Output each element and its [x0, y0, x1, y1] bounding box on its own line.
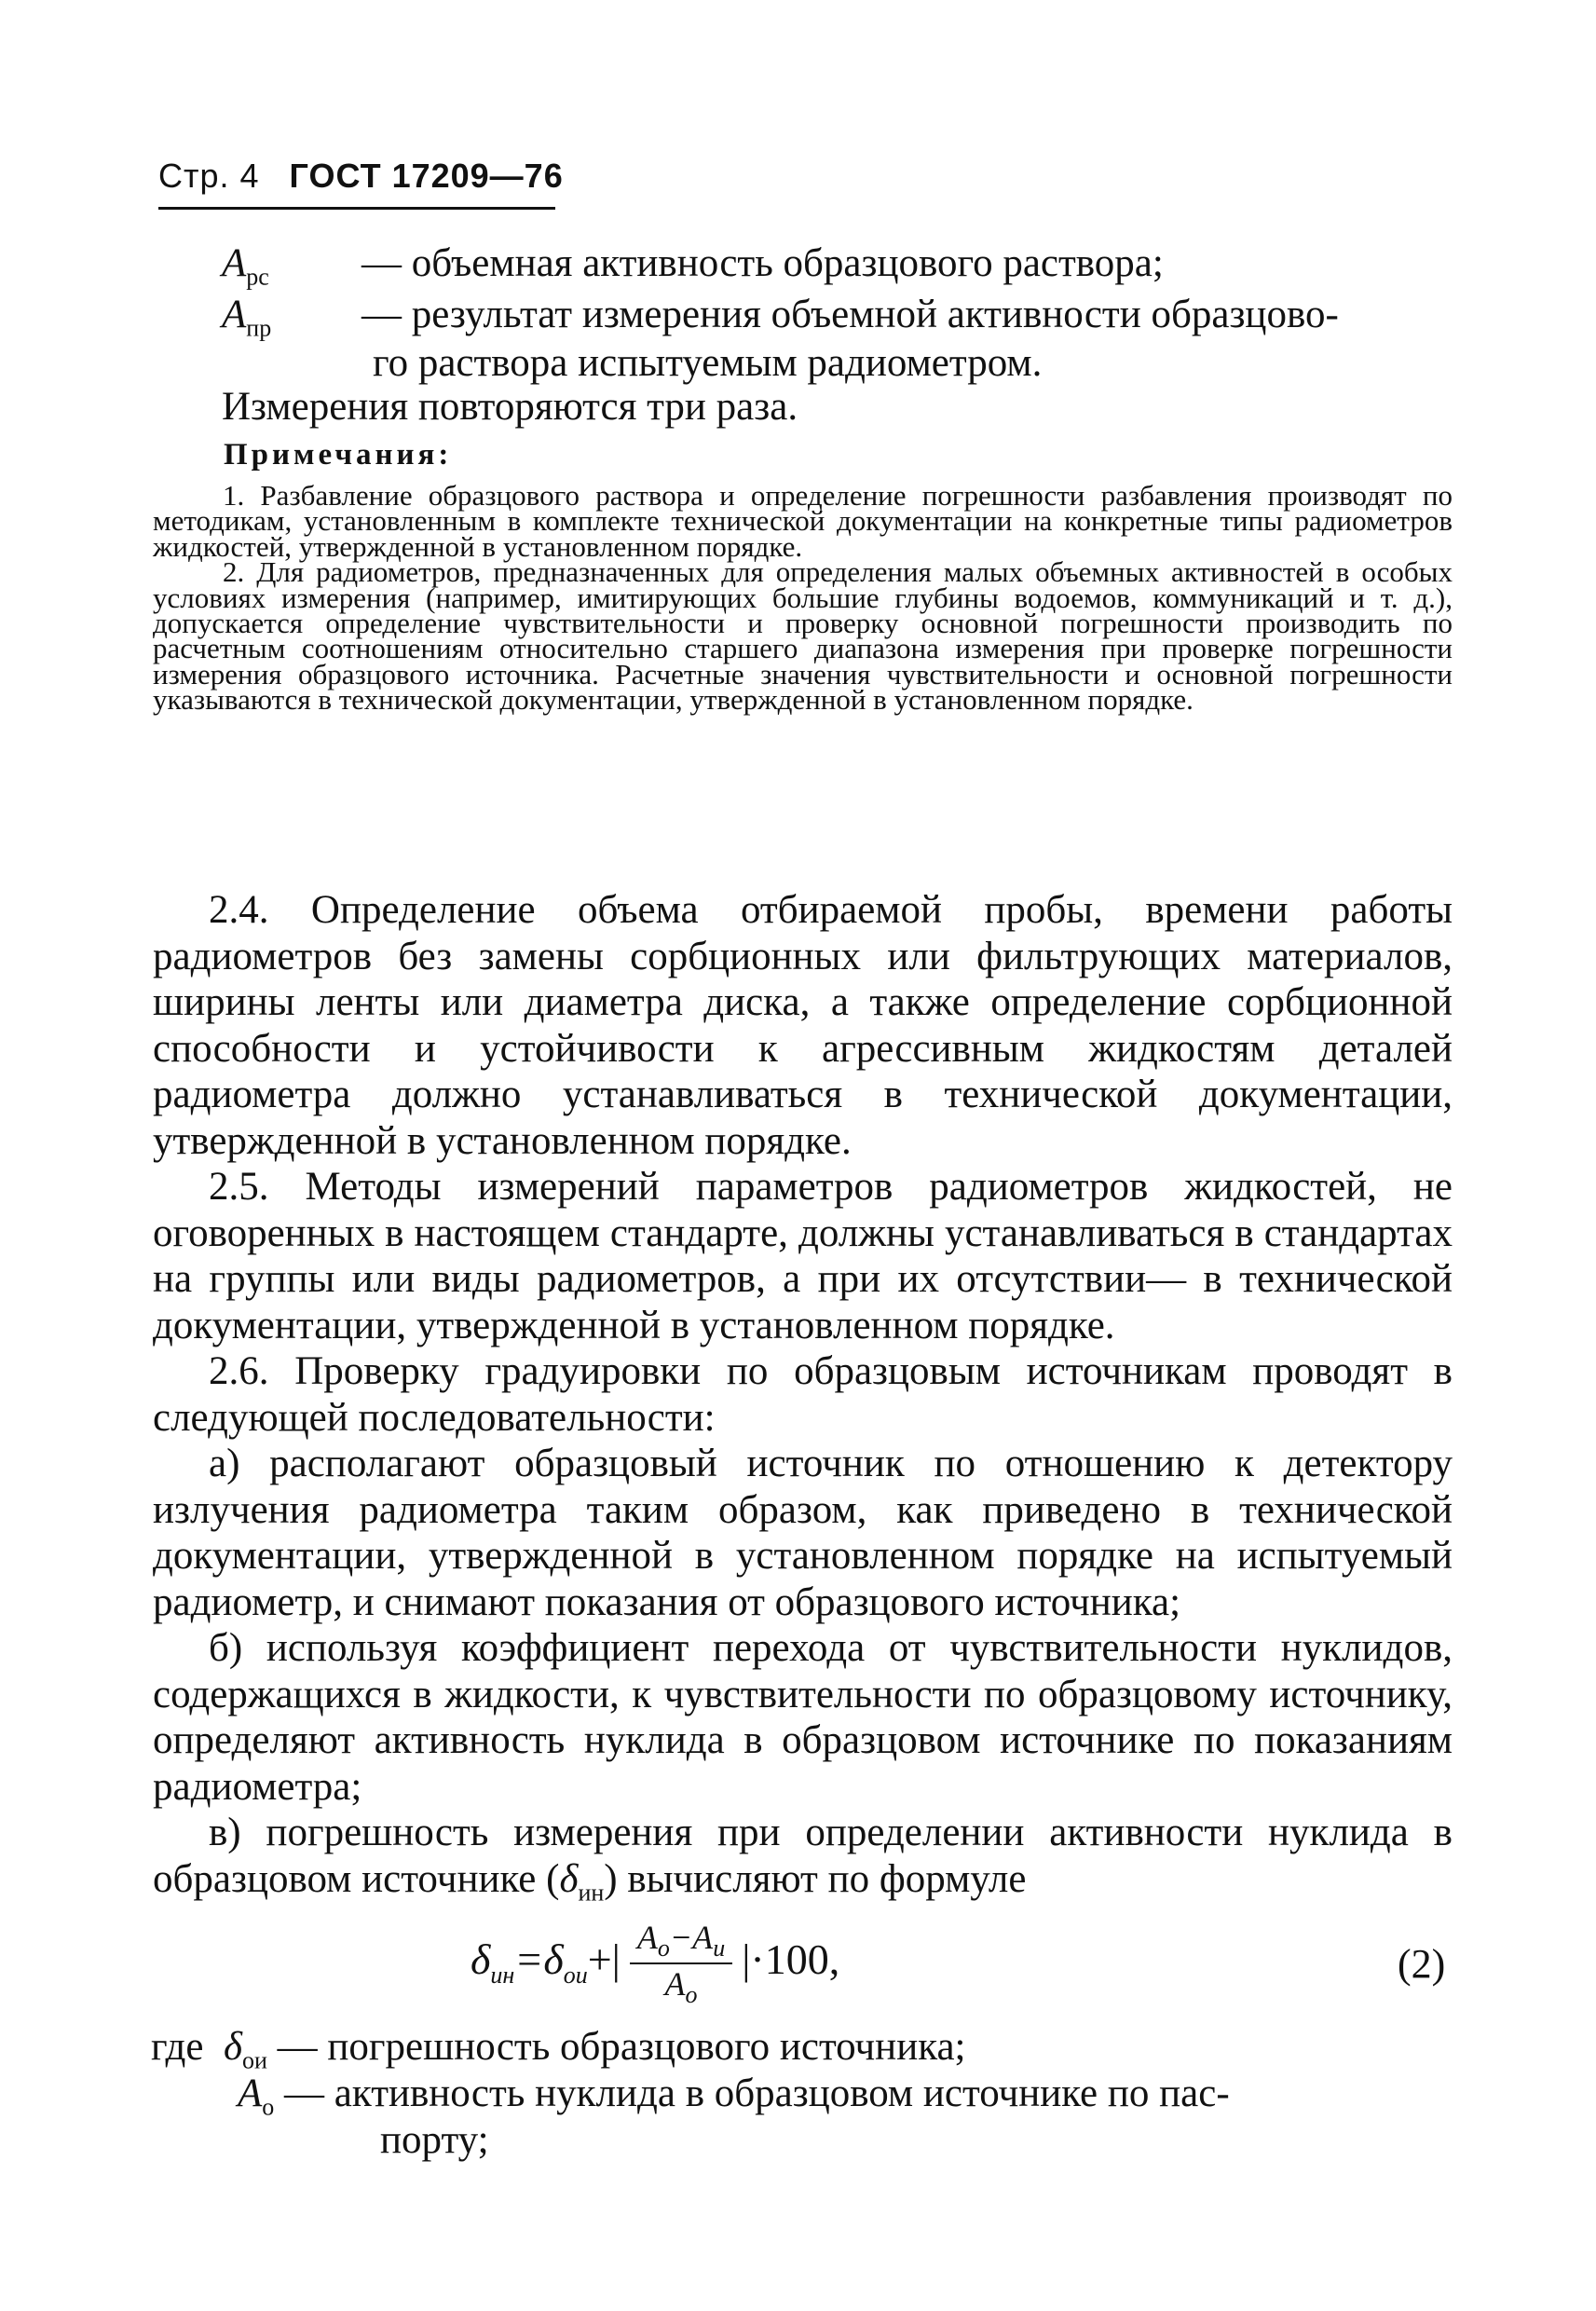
- legend-symbol: $A_{рс}$: [222, 241, 269, 291]
- formula-2: $\delta_{ин}=\delta_{ои}+|$ $\frac{A_о-A_и}{A_о}$ |·100,: [471, 1919, 840, 2009]
- paragraph-2-5: 2.5. Методы измерений параметров радиометров жидкостей, не оговоренных в настоящем стандарте, должны устанавливаться в стандартах на группы или виды радиометров, а при их отсутствии— в технической документации, утвержденной в установленном порядке.: [153, 1165, 1453, 1347]
- legend-line-1: [222, 240, 1164, 292]
- note-1: 1. Разбавление образцового раствора и определение погрешности разбавления производят по методикам, установленным в комплекте технической документации на конкретные типы радиометров жидкостей, утвержденной в установленном порядке.: [153, 479, 1453, 563]
- note-2: 2. Для радиометров, предназначенных для определения малых объемных активностей в особых условиях измерения (например, имитирующих большие глубины водоемов, коммуникаций и т. д.), допускается определение чувствительности и проверку основной погрешности производить по расчетным соотношениям относительно старшего диапазона измерения при проверке погрешности измерения образцового источника. Расчетные значения чувствительности и основной погрешности указываются в технической документации, утвержденной в установленном порядке.: [153, 555, 1453, 717]
- notes-block: [153, 479, 1453, 717]
- header-rule: [158, 207, 555, 210]
- legend-symbol: $A_{пр}$: [222, 293, 272, 342]
- page-header: [158, 157, 564, 196]
- item-v: в) погрешность измерения при определении активности нуклида в образцовом источнике $(\delta_{ин})$ вычисляют по формуле: [153, 1811, 1453, 1907]
- where-line-2: $A_о$ — активность нуклида в образцовом источнике по пас-: [238, 2072, 1230, 2121]
- repeat-line: Измерения повторяются три раза.: [222, 385, 798, 429]
- item-b: б) используя коэффициент перехода от чувствительности нуклидов, содержащихся в жидкости, к чувствительности по образцовому источнику, определяют активность нуклида в образцовом источнике по показаниям радиометра;: [153, 1626, 1453, 1809]
- item-a: а) располагают образцовый источник по отношению к детектору излучения радиометра таким образом, как приведено в технической документации, утвержденной в установленном порядке на испытуемый радиометр, и снимают показания от образцового источника;: [153, 1442, 1453, 1624]
- legend-text: — объемная активность образцового раствора;: [361, 241, 1164, 285]
- paragraph-2-4: 2.4. Определение объема отбираемой пробы, времени работы радиометров без замены сорбционных или фильтрующих материалов, ширины ленты или диаметра диска, а также определение сорбционной способности и устойчивости к агрессивным жидкостям деталей радиометра должно устанавливаться в технической документации, утвержденной в установленном порядке.: [153, 888, 1453, 1163]
- paragraph-2-6: 2.6. Проверку градуировки по образцовым источникам проводят в следующей последовательности:: [153, 1349, 1453, 1440]
- formula-number: (2): [1398, 1941, 1446, 1987]
- notes-heading: Примечания:: [224, 438, 453, 472]
- legend-text: — результат измерения объемной активности образцово-: [361, 293, 1339, 336]
- main-text: [153, 887, 1453, 1916]
- where-line-1: где $\delta_{ои}$ — погрешность образцового источника;: [151, 2025, 966, 2074]
- page-label: Стр. 4: [158, 157, 260, 195]
- legend-line-2-continuation: го раствора испытуемым радиометром.: [373, 341, 1043, 385]
- where-line-2-continuation: порту;: [380, 2118, 489, 2162]
- fraction: $\frac{A_о-A_и}{A_о}$: [630, 1918, 732, 2009]
- standard-number: ГОСТ 17209—76: [289, 157, 564, 195]
- legend-line-2: [222, 292, 1339, 343]
